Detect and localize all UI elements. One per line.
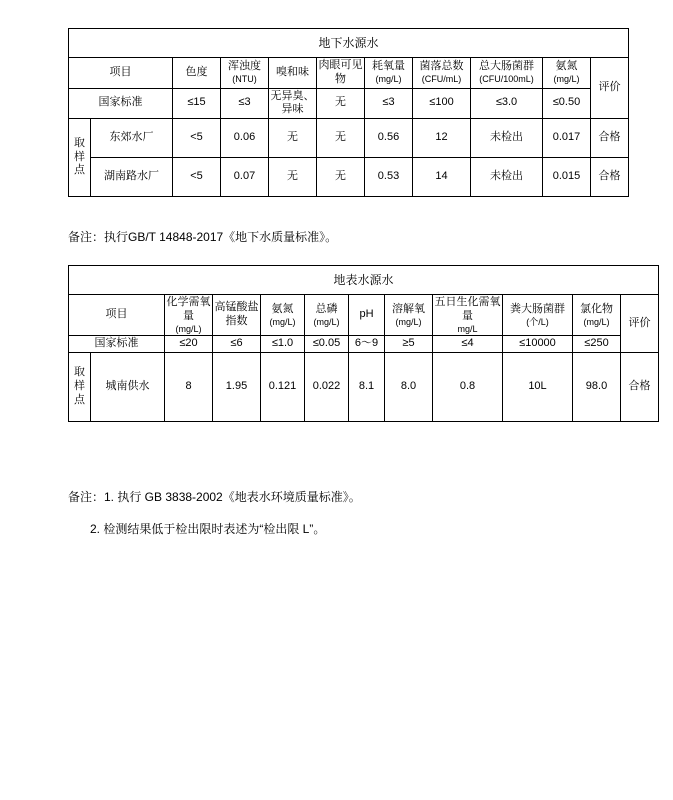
header-色度: 色度 bbox=[173, 58, 221, 89]
standard-氨氮: ≤0.50 bbox=[543, 88, 591, 119]
cell-肉眼可见物: 无 bbox=[317, 158, 365, 197]
cell-菌落总数: 14 bbox=[413, 158, 471, 197]
cell-肉眼可见物: 无 bbox=[317, 119, 365, 158]
row-name: 东郊水厂 bbox=[91, 119, 173, 158]
cell-化学需氧量: 8 bbox=[165, 353, 213, 422]
cell-评价: 合格 bbox=[621, 353, 659, 422]
cell-五日生化需氧量: 0.8 bbox=[433, 353, 503, 422]
header-化学需氧量: 化学需氧量 (mg/L) bbox=[165, 295, 213, 336]
header-pH: pH bbox=[349, 295, 385, 336]
standard-label: 国家标准 bbox=[69, 88, 173, 119]
groundwater-table bbox=[68, 28, 629, 197]
header-浑浊度: 浑浊度 (NTU) bbox=[221, 58, 269, 89]
cell-溶解氧: 8.0 bbox=[385, 353, 433, 422]
table-row bbox=[69, 353, 659, 422]
header-评价: 评价 bbox=[591, 58, 629, 119]
header-评价: 评价 bbox=[621, 295, 659, 353]
header-氨氮: 氨氮 (mg/L) bbox=[261, 295, 305, 336]
cell-耗氧量: 0.53 bbox=[365, 158, 413, 197]
header-粪大肠菌群: 粪大肠菌群 (个/L) bbox=[503, 295, 573, 336]
standard-label: 国家标准 bbox=[69, 336, 165, 353]
sample-point-label: 取 样 点 bbox=[69, 119, 91, 197]
cell-总大肠菌群: 未检出 bbox=[471, 119, 543, 158]
header-五日生化需氧量: 五日生化需氧量 mg/L bbox=[433, 295, 503, 336]
standard-色度: ≤15 bbox=[173, 88, 221, 119]
header-氨氮: 氨氮 (mg/L) bbox=[543, 58, 591, 89]
header-总大肠菌群: 总大肠菌群 (CFU/100mL) bbox=[471, 58, 543, 89]
groundwater-table-container bbox=[68, 28, 629, 197]
table-row bbox=[69, 119, 629, 158]
cell-色度: <5 bbox=[173, 119, 221, 158]
header-项目: 项目 bbox=[69, 58, 173, 89]
standard-肉眼可见物: 无 bbox=[317, 88, 365, 119]
header-氯化物: 氯化物 (mg/L) bbox=[573, 295, 621, 336]
groundwater-note: 备注：执行GB/T 14848-2017《地下水质量标准》。 bbox=[68, 230, 338, 244]
standard-pH: 6～9 bbox=[349, 336, 385, 353]
standard-五日生化需氧量: ≤4 bbox=[433, 336, 503, 353]
table-title: 地表水源水 bbox=[69, 266, 659, 295]
header-菌落总数: 菌落总数 (CFU/mL) bbox=[413, 58, 471, 89]
cell-浑浊度: 0.07 bbox=[221, 158, 269, 197]
header-耗氧量: 耗氧量 (mg/L) bbox=[365, 58, 413, 89]
table-row bbox=[69, 158, 629, 197]
cell-氨氮: 0.015 bbox=[543, 158, 591, 197]
standard-总磷: ≤0.05 bbox=[305, 336, 349, 353]
cell-高锰酸盐指数: 1.95 bbox=[213, 353, 261, 422]
cell-耗氧量: 0.56 bbox=[365, 119, 413, 158]
standard-氯化物: ≤250 bbox=[573, 336, 621, 353]
standard-耗氧量: ≤3 bbox=[365, 88, 413, 119]
cell-浑浊度: 0.06 bbox=[221, 119, 269, 158]
standard-菌落总数: ≤100 bbox=[413, 88, 471, 119]
cell-氨氮: 0.017 bbox=[543, 119, 591, 158]
cell-总大肠菌群: 未检出 bbox=[471, 158, 543, 197]
standard-row bbox=[69, 88, 629, 119]
header-肉眼可见物: 肉眼可见物 bbox=[317, 58, 365, 89]
surfacewater-note-1: 备注：1. 执行 GB 3838-2002《地表水环境质量标准》。 bbox=[68, 490, 361, 504]
row-name: 城南供水 bbox=[91, 353, 165, 422]
standard-浑浊度: ≤3 bbox=[221, 88, 269, 119]
header-总磷: 总磷 (mg/L) bbox=[305, 295, 349, 336]
header-项目: 项目 bbox=[69, 295, 165, 336]
cell-氨氮: 0.121 bbox=[261, 353, 305, 422]
cell-总磷: 0.022 bbox=[305, 353, 349, 422]
surfacewater-table-container bbox=[68, 265, 659, 422]
cell-pH: 8.1 bbox=[349, 353, 385, 422]
standard-粪大肠菌群: ≤10000 bbox=[503, 336, 573, 353]
row-name: 湖南路水厂 bbox=[91, 158, 173, 197]
table-title-row bbox=[69, 29, 629, 58]
cell-菌落总数: 12 bbox=[413, 119, 471, 158]
surfacewater-table bbox=[68, 265, 659, 422]
cell-色度: <5 bbox=[173, 158, 221, 197]
table-title: 地下水源水 bbox=[69, 29, 629, 58]
standard-化学需氧量: ≤20 bbox=[165, 336, 213, 353]
sample-point-label: 取 样 点 bbox=[69, 353, 91, 422]
standard-row bbox=[69, 336, 659, 353]
standard-高锰酸盐指数: ≤6 bbox=[213, 336, 261, 353]
header-嗅和味: 嗅和味 bbox=[269, 58, 317, 89]
cell-粪大肠菌群: 10L bbox=[503, 353, 573, 422]
header-溶解氧: 溶解氧 (mg/L) bbox=[385, 295, 433, 336]
standard-溶解氧: ≥5 bbox=[385, 336, 433, 353]
header-高锰酸盐指数: 高锰酸盐指数 bbox=[213, 295, 261, 336]
cell-嗅和味: 无 bbox=[269, 158, 317, 197]
cell-嗅和味: 无 bbox=[269, 119, 317, 158]
standard-总大肠菌群: ≤3.0 bbox=[471, 88, 543, 119]
cell-评价: 合格 bbox=[591, 119, 629, 158]
cell-评价: 合格 bbox=[591, 158, 629, 197]
table-title-row bbox=[69, 266, 659, 295]
standard-嗅和味: 无异臭、异味 bbox=[269, 88, 317, 119]
standard-氨氮: ≤1.0 bbox=[261, 336, 305, 353]
surfacewater-note-2: 2. 检测结果低于检出限时表述为“检出限 L”。 bbox=[90, 522, 326, 536]
cell-氯化物: 98.0 bbox=[573, 353, 621, 422]
